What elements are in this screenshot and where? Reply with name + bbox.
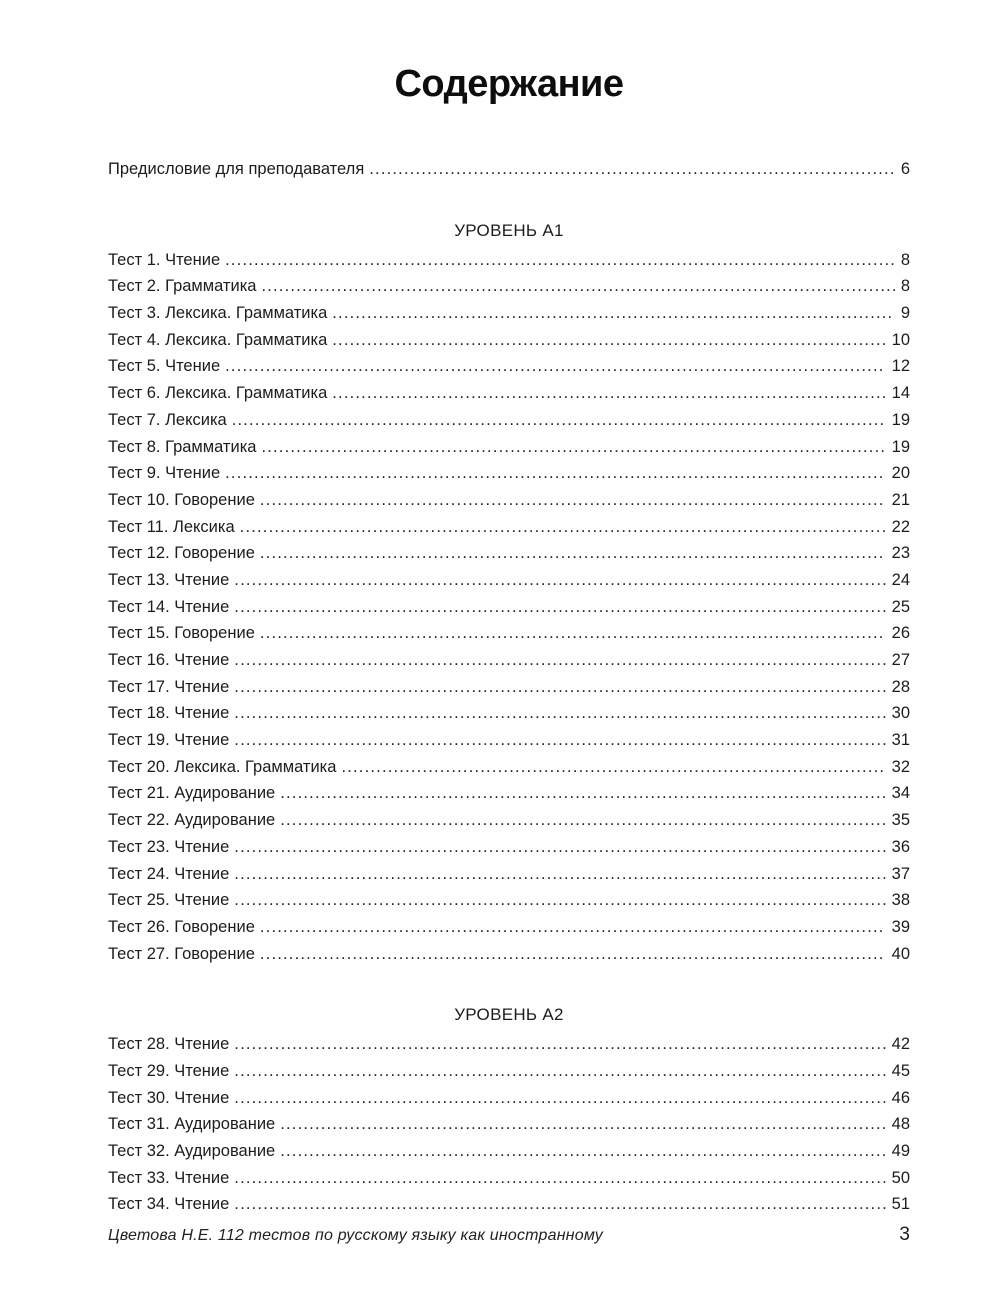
toc-entry-page: 21 (891, 490, 910, 509)
toc-content (108, 0, 910, 1222)
toc-entry-page: 23 (891, 544, 910, 563)
leader-dots (234, 1169, 885, 1188)
toc-entry-label: Тест 29. Чтение (108, 1061, 230, 1080)
page-title: Содержание (394, 63, 624, 105)
toc-entry (108, 1089, 910, 1116)
toc-entry (108, 277, 910, 304)
toc-entry-page: 24 (891, 570, 910, 589)
toc-entry-page: 32 (891, 757, 910, 776)
leader-dots (280, 811, 885, 830)
toc-entry (108, 1062, 910, 1089)
toc-entry-label: Тест 26. Говорение (108, 917, 255, 936)
leader-dots (332, 304, 895, 323)
toc-entry (108, 491, 910, 518)
toc-entry (108, 411, 910, 438)
preface-entry-page: 6 (900, 160, 910, 178)
toc-entry-label: Тест 33. Чтение (108, 1168, 230, 1187)
toc-entry (108, 678, 910, 705)
toc-entry-page: 28 (891, 677, 910, 696)
toc-entry-page: 14 (891, 384, 910, 403)
section-heading: УРОВЕНЬ А1 (454, 220, 564, 240)
toc-entry-label: Тест 27. Говорение (108, 944, 255, 963)
toc-entry-label: Тест 11. Лексика (108, 517, 235, 536)
toc-entry (108, 304, 910, 331)
section-rows (108, 251, 910, 972)
section-rows (108, 1035, 910, 1222)
toc-entry-page: 8 (900, 277, 910, 296)
toc-section (108, 221, 910, 972)
leader-dots (232, 411, 886, 430)
toc-entry-page: 25 (891, 597, 910, 616)
toc-entry (108, 571, 910, 598)
toc-entry-label: Тест 13. Чтение (108, 570, 230, 589)
toc-entry-label: Тест 34. Чтение (108, 1195, 230, 1214)
toc-entry-label: Тест 18. Чтение (108, 704, 230, 723)
leader-dots (260, 544, 886, 563)
toc-entry-page: 37 (891, 864, 910, 883)
toc-entry (108, 918, 910, 945)
toc-entry-label: Тест 31. Аудирование (108, 1115, 276, 1134)
preface-entry-label: Предисловие для преподавателя (108, 160, 365, 178)
leader-dots (280, 1115, 885, 1134)
section-heading: УРОВЕНЬ А2 (454, 1005, 564, 1025)
leader-dots (225, 251, 895, 270)
leader-dots (234, 865, 885, 884)
toc-entry-page: 46 (891, 1088, 910, 1107)
toc-entry-label: Тест 30. Чтение (108, 1088, 230, 1107)
leader-dots (280, 784, 885, 803)
toc-entry-page: 20 (891, 464, 910, 483)
leader-dots (260, 491, 886, 510)
toc-entry-page: 34 (891, 784, 910, 803)
toc-entry-label: Тест 3. Лексика. Грамматика (108, 304, 328, 323)
toc-entry-label: Тест 17. Чтение (108, 677, 230, 696)
toc-entry-page: 51 (891, 1195, 910, 1214)
leader-dots (225, 464, 886, 483)
toc-entry (108, 784, 910, 811)
toc-entry-page: 26 (891, 624, 910, 643)
toc-entry (108, 865, 910, 892)
toc-entry-page: 12 (891, 357, 910, 376)
leader-dots (369, 160, 895, 179)
toc-entry (108, 624, 910, 651)
toc-entry (108, 1142, 910, 1169)
toc-entry-label: Тест 5. Чтение (108, 357, 221, 376)
toc-entry (108, 251, 910, 278)
toc-entry (108, 891, 910, 918)
toc-entry (108, 838, 910, 865)
toc-entry-label: Тест 32. Аудирование (108, 1142, 276, 1160)
leader-dots (234, 1062, 885, 1081)
toc-entry (108, 357, 910, 384)
toc-entry-page: 48 (891, 1115, 910, 1134)
toc-entry-label: Тест 21. Аудирование (108, 784, 276, 803)
leader-dots (234, 651, 885, 670)
leader-dots (225, 357, 886, 376)
toc-entry (108, 704, 910, 731)
leader-dots (261, 438, 885, 457)
toc-entry (108, 811, 910, 838)
toc-entry-label: Тест 12. Говорение (108, 544, 255, 563)
leader-dots (261, 277, 894, 296)
toc-entry (108, 438, 910, 465)
toc-entry (108, 518, 910, 545)
leader-dots (260, 945, 886, 964)
toc-entry (108, 544, 910, 571)
leader-dots (332, 384, 885, 403)
toc-entry-page: 31 (891, 731, 910, 750)
toc-entry (108, 464, 910, 491)
toc-entry (108, 1195, 910, 1222)
footer-book-title: Цветова Н.Е. 112 тестов по русскому языку как иностранному (108, 1227, 604, 1244)
toc-entry-label: Тест 9. Чтение (108, 464, 221, 483)
leader-dots (234, 1195, 885, 1214)
toc-entry-page: 22 (891, 517, 910, 536)
toc-entry-label: Тест 15. Говорение (108, 624, 255, 643)
toc-entry-page: 50 (891, 1168, 910, 1187)
toc-entry-label: Тест 8. Грамматика (108, 437, 257, 456)
toc-entry-page: 35 (891, 811, 910, 830)
toc-entry (108, 1169, 910, 1196)
leader-dots (234, 891, 885, 910)
toc-entry-label: Тест 16. Чтение (108, 651, 230, 669)
toc-entry-page: 49 (891, 1142, 910, 1160)
toc-entry-page: 19 (891, 437, 910, 456)
toc-entry-label: Тест 1. Чтение (108, 250, 221, 269)
toc-entry-label: Тест 2. Грамматика (108, 277, 257, 296)
toc-entry-label: Тест 28. Чтение (108, 1035, 230, 1054)
leader-dots (234, 704, 885, 723)
toc-entry-label: Тест 10. Говорение (108, 490, 255, 509)
toc-entry-label: Тест 20. Лексика. Грамматика (108, 757, 337, 776)
toc-entry (108, 945, 910, 972)
page-footer (108, 1224, 910, 1246)
toc-entry-page: 42 (891, 1035, 910, 1054)
toc-entry (108, 598, 910, 625)
toc-entry (108, 1115, 910, 1142)
footer-page-number: 3 (899, 1224, 910, 1245)
preface-entry (108, 160, 910, 187)
toc-entry (108, 331, 910, 358)
toc-entry-label: Тест 19. Чтение (108, 731, 230, 750)
leader-dots (260, 918, 886, 937)
leader-dots (234, 1035, 885, 1054)
toc-entry-page: 39 (891, 917, 910, 936)
toc-entry-page: 10 (891, 330, 910, 349)
leader-dots (234, 838, 885, 857)
toc-entry-label: Тест 7. Лексика (108, 410, 227, 429)
toc-entry (108, 731, 910, 758)
leader-dots (234, 598, 885, 617)
toc-entry (108, 651, 910, 678)
toc-entry-page: 40 (891, 944, 910, 963)
toc-entry-page: 30 (891, 704, 910, 723)
toc-entry-label: Тест 14. Чтение (108, 597, 230, 616)
toc-entry-label: Тест 4. Лексика. Грамматика (108, 330, 328, 349)
leader-dots (332, 331, 885, 350)
toc-entry-page: 38 (891, 891, 910, 910)
toc-entry-page: 45 (891, 1061, 910, 1080)
toc-entry-page: 27 (891, 651, 910, 669)
leader-dots (240, 518, 886, 537)
leader-dots (260, 624, 886, 643)
toc-entry-label: Тест 24. Чтение (108, 864, 230, 883)
toc-entry-label: Тест 22. Аудирование (108, 811, 276, 830)
toc-entry-label: Тест 25. Чтение (108, 891, 230, 910)
toc-section (108, 1005, 910, 1222)
leader-dots (234, 731, 885, 750)
leader-dots (234, 571, 885, 590)
toc-entry-label: Тест 23. Чтение (108, 837, 230, 856)
leader-dots (234, 678, 885, 697)
toc-entry-page: 36 (891, 837, 910, 856)
leader-dots (234, 1089, 885, 1108)
leader-dots (280, 1142, 885, 1161)
toc-entry (108, 384, 910, 411)
toc-sections (108, 221, 910, 1222)
leader-dots (341, 758, 885, 777)
toc-entry-page: 8 (900, 250, 910, 269)
toc-entry (108, 758, 910, 785)
toc-entry (108, 1035, 910, 1062)
toc-entry-label: Тест 6. Лексика. Грамматика (108, 384, 328, 403)
toc-entry-page: 9 (900, 304, 910, 323)
toc-entry-page: 19 (891, 410, 910, 429)
